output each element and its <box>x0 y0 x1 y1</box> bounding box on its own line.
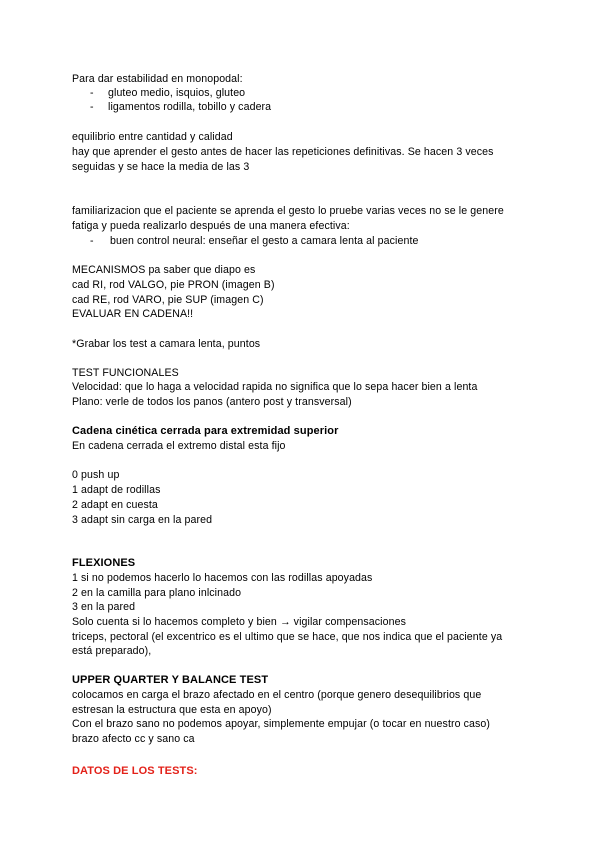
list-item: 2 adapt en cuesta <box>72 499 158 511</box>
paragraph-line: *Grabar los test a camara lenta, puntos <box>72 338 261 350</box>
paragraph-line: 2 en la camilla para plano inlcinado <box>72 587 242 599</box>
paragraph-line: Plano: verle de todos los panos (antero post y transversal) <box>72 396 352 408</box>
paragraph-line: Con el brazo sano no podemos apoyar, simplemente empujar (o tocar en nuestro caso) <box>72 718 491 730</box>
paragraph-line: TEST FUNCIONALES <box>72 367 179 379</box>
paragraph-line: triceps, pectoral (el excentrico es el ultimo que se hace, que nos indica que el paciente ya <box>72 631 503 643</box>
paragraph-line: Velocidad: que lo haga a velocidad rapida no significa que lo sepa hacer bien a lenta <box>72 381 478 393</box>
section-heading: Cadena cinética cerrada para extremidad superior <box>72 425 339 437</box>
list-item: gluteo medio, isquios, gluteo <box>108 87 246 99</box>
bullet-dash: - <box>90 87 94 99</box>
paragraph-line: 3 en la pared <box>72 601 136 613</box>
bullet-dash: - <box>90 235 94 247</box>
paragraph-line: brazo afecto cc y sano ca <box>72 733 195 745</box>
paragraph-line: fatiga y pueda realizarlo después de una manera efectiva: <box>72 220 350 232</box>
list-item: 3 adapt sin carga en la pared <box>72 514 213 526</box>
estabilidad-title: Para dar estabilidad en monopodal: <box>72 73 243 85</box>
datos-heading: DATOS DE LOS TESTS: <box>72 765 198 777</box>
paragraph-line: familiarizacion que el paciente se aprenda el gesto lo pruebe varias veces no se le genere <box>72 205 504 217</box>
paragraph-line: estresan la estructura que esta en apoyo) <box>72 704 272 716</box>
paragraph-line: equilibrio entre cantidad y calidad <box>72 131 233 143</box>
section-heading: FLEXIONES <box>72 557 136 569</box>
paragraph-line: MECANISMOS pa saber que diapo es <box>72 264 256 276</box>
paragraph-line: En cadena cerrada el extremo distal esta fijo <box>72 440 286 452</box>
section-heading: UPPER QUARTER Y BALANCE TEST <box>72 674 269 686</box>
bullet-dash: - <box>90 101 94 113</box>
list-item: ligamentos rodilla, tobillo y cadera <box>108 101 272 113</box>
paragraph-line: 1 si no podemos hacerlo lo hacemos con las rodillas apoyadas <box>72 572 373 584</box>
list-item: 0 push up <box>72 469 120 481</box>
paragraph-line: cad RE, rod VARO, pie SUP (imagen C) <box>72 294 264 306</box>
paragraph-line: Solo cuenta si lo hacemos completo y bien → vigilar compensaciones <box>72 616 406 628</box>
paragraph-line: está preparado), <box>72 645 152 657</box>
paragraph-line: colocamos en carga el brazo afectado en el centro (porque genero desequilibrios que <box>72 689 482 701</box>
paragraph-line: EVALUAR EN CADENA!! <box>72 308 194 320</box>
paragraph-line: hay que aprender el gesto antes de hacer las repeticiones definitivas. Se hacen 3 veces <box>72 146 494 158</box>
paragraph-line: seguidas y se hace la media de las 3 <box>72 161 250 173</box>
list-item: buen control neural: enseñar el gesto a camara lenta al paciente <box>110 235 419 247</box>
list-item: 1 adapt de rodillas <box>72 484 161 496</box>
paragraph-line: cad RI, rod VALGO, pie PRON (imagen B) <box>72 279 275 291</box>
